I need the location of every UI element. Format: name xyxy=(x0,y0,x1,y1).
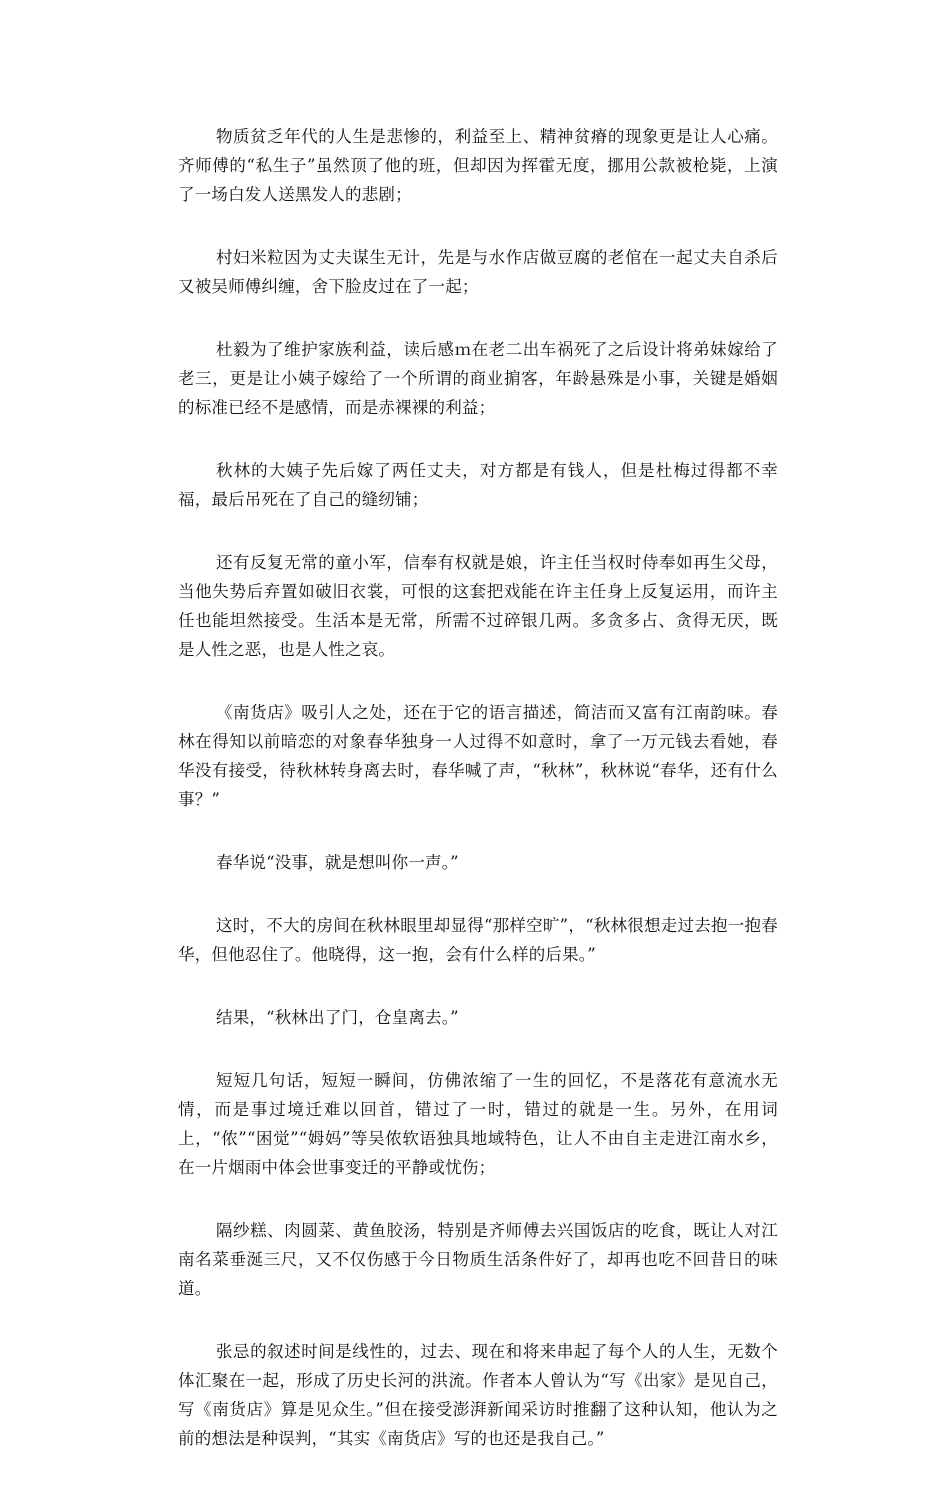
paragraph: 还有反复无常的童小军，信奉有权就是娘，许主任当权时侍奉如再生父母，当他失势后弃置如破旧衣裳，可恨的这套把戏能在许主任身上反复运用，而许主任也能坦然接受。生活本是无常，所需不过碎银几两。多贪多占、贪得无厌，既是人性之恶，也是人性之哀。 xyxy=(178,553,778,659)
paragraph: 物质贫乏年代的人生是悲惨的，利益至上、精神贫瘠的现象更是让人心痛。齐师傅的“私生子”虽然顶了他的班，但却因为挥霍无度，挪用公款被枪毙，上演了一场白发人送黑发人的悲剧； xyxy=(178,127,778,204)
paragraph: 春华说“没事，就是想叫你一声。” xyxy=(216,853,459,872)
paragraph: 秋林的大姨子先后嫁了两任丈夫，对方都是有钱人，但是杜梅过得都不幸福，最后吊死在了自己的缝纫铺； xyxy=(178,461,778,509)
paragraph: 《南货店》吸引人之处，还在于它的语言描述，简洁而又富有江南韵味。春林在得知以前暗恋的对象春华独身一人过得不如意时，拿了一万元钱去看她，春华没有接受，待秋林转身离去时，春华喊了声，“秋林”，秋林说“春华，还有什么事？” xyxy=(178,703,778,809)
paragraph: 这时，不大的房间在秋林眼里却显得“那样空旷”，“秋林很想走过去抱一抱春华，但他忍住了。他晓得，这一抱，会有什么样的后果。” xyxy=(178,916,778,964)
paragraph: 结果，“秋林出了门，仓皇离去。” xyxy=(216,1008,459,1027)
paragraph: 杜毅为了维护家族利益，读后感ｍ在老二出车祸死了之后设计将弟妹嫁给了老三，更是让小姨子嫁给了一个所谓的商业掮客，年龄悬殊是小事，关键是婚姻的标准已经不是感情，而是赤裸裸的利益； xyxy=(178,340,778,417)
paragraph: 短短几句话，短短一瞬间，仿佛浓缩了一生的回忆，不是落花有意流水无情，而是事过境迁难以回首，错过了一时，错过的就是一生。另外，在用词上，“侬”“困觉”“姆妈”等吴侬软语独具地域特色，让人不由自主走进江南水乡，在一片烟雨中体会世事变迁的平静或忧伤； xyxy=(178,1071,778,1177)
paragraph: 隔纱糕、肉圆菜、黄鱼胶汤，特别是齐师傅去兴国饭店的吃食，既让人对江南名菜垂涎三尺，又不仅伤感于今日物质生活条件好了，却再也吃不回昔日的味道。 xyxy=(178,1221,778,1298)
document-body xyxy=(178,122,778,1487)
paragraph: 张忌的叙述时间是线性的，过去、现在和将来串起了每个人的人生，无数个体汇聚在一起，形成了历史长河的洪流。作者本人曾认为“写《出家》是见自己，写《南货店》算是见众生。”但在接受澎湃新闻采访时推翻了这种认知，他认为之前的想法是种误判，“其实《南货店》写的也还是我自己。” xyxy=(178,1342,778,1448)
paragraph: 村妇米粒因为丈夫谋生无计，先是与水作店做豆腐的老倌在一起丈夫自杀后又被吴师傅纠缠，舍下脸皮过在了一起； xyxy=(178,248,778,296)
